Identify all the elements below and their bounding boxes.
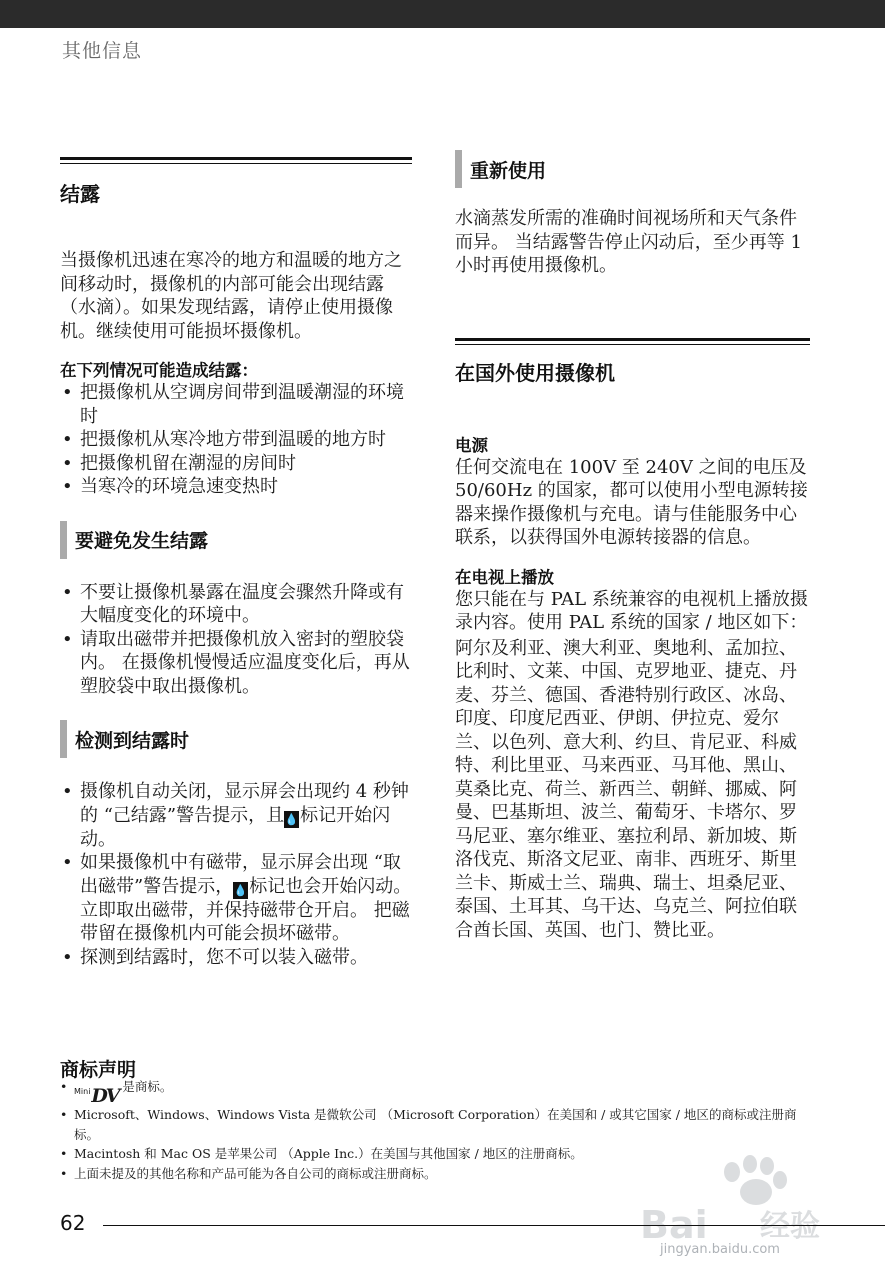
tv-text: 您只能在与 PAL 系统兼容的电视机上播放摄录内容。使用 PAL 系统的国家 / 地区如下： [455, 588, 808, 633]
tv-title: 在电视上播放 [455, 567, 554, 587]
bullet-icon: • [60, 1079, 68, 1094]
list-item: • 把摄像机留在潮湿的房间时 [62, 452, 296, 474]
heading-bar [455, 150, 462, 188]
list-item: • 摄像机自动关闭，显示屏会出现约 4 秒钟的 “己结露”警告提示，且💧标记开始闪动。 [62, 781, 409, 850]
bullet-icon: • [62, 476, 73, 497]
bullet-icon: • [60, 1165, 68, 1181]
abroad-title: 在国外使用摄像机 [455, 360, 615, 385]
left-column [60, 157, 412, 969]
list-item: • 如果摄像机中有磁带，显示屏会出现 “取出磁带”警告提示，💧标记也会开始闪动。立即取出磁带，并保持磁带仓开启。 把磁带留在摄像机内可能会损坏磁带。 [62, 852, 412, 944]
svg-text:Bai: Bai [640, 1203, 708, 1247]
condensation-intro: 当摄像机迅速在寒冷的地方和温暖的地方之间移动时，摄像机的内部可能会出现结露 （水滴）。如果发现结露，请停止使用摄像机。继续使用可能损坏摄像机。 [60, 250, 402, 342]
power-title: 电源 [455, 435, 488, 455]
reuse-heading [455, 150, 810, 188]
bullet-icon: • [60, 1146, 68, 1161]
list-item: • 不要让摄像机暴露在温度会骤然升降或有大幅度变化的环境中。 [62, 581, 404, 626]
list-item: • Mini DV 是商标。 [60, 1079, 173, 1107]
cases-title: 在下列情况可能造成结露： [60, 361, 258, 380]
condensation-drop-icon: 💧 [233, 883, 248, 897]
bullet-icon: • [60, 1107, 68, 1122]
detected-list [60, 780, 412, 969]
heading-bar [60, 720, 67, 758]
list-item: • 上面未提及的其他名称和产品可能为各自公司的商标或注册商标。 [60, 1164, 820, 1184]
list-item: • 把摄像机从空调房间带到温暖潮湿的环境时 [62, 382, 404, 427]
section-rule [455, 338, 810, 345]
condensation-drop-icon: 💧 [284, 812, 299, 826]
bullet-icon: • [62, 628, 73, 650]
cases-list [60, 381, 412, 499]
bullet-icon: • [62, 382, 73, 403]
list-item: • 探测到结露时，您不可以装入磁带。 [62, 946, 368, 968]
list-item: • 把摄像机从寒冷地方带到温暖的地方时 [62, 429, 386, 450]
svg-text:经验: 经验 [760, 1209, 820, 1244]
bullet-icon: • [62, 946, 73, 968]
list-item: • Microsoft、Windows、Windows Vista 是微软公司 （Microsoft Corporation）在美国和 / 或其它国家 / 地区的商标或注册商标。 [60, 1107, 797, 1142]
countries-list: 阿尔及利亚、澳大利亚、奥地利、孟加拉、比利时、文莱、中国、克罗地亚、捷克、丹麦、芬兰、德国、香港特别行政区、冰岛、印度、印度尼西亚、伊朗、伊拉克、爱尔兰、以色列、意大利、约旦、肯尼亚、科威特、利比里亚、马来西亚、马耳他、黑山、莫桑比克、荷兰、新西兰、朝鲜、挪威、阿曼、巴基斯坦、波兰、葡萄牙、卡塔尔、罗马尼亚、塞尔维亚、塞拉利昂、新加坡、斯洛伐克、斯洛文尼亚、南非、西班牙、斯里兰卡、斯威士兰、瑞典、瑞士、坦桑尼亚、泰国、土耳其、乌干达、乌克兰、阿拉伯联合酋长国、英国、也门、赞比亚。 [455, 637, 797, 941]
condensation-title: 结露 [60, 182, 100, 206]
avoid-heading [60, 521, 412, 559]
trademarks-title: 商标声明 [60, 1059, 137, 1081]
watermark-url: jingyan.baidu.com [660, 1242, 780, 1257]
avoid-title: 要避免发生结露 [75, 530, 209, 552]
reuse-text: 水滴蒸发所需的准确时间视场所和天气条件而异。 当结露警告停止闪动后，至少再等 1 小时再使用摄像机。 [455, 208, 802, 276]
detected-heading [60, 720, 412, 758]
right-column [455, 150, 810, 942]
top-bar [0, 0, 885, 28]
power-text: 任何交流电在 100V 至 240V 之间的电压及 50/60Hz 的国家，都可以使用小型电源转接器来操作摄像机与充电。请与佳能服务中心联系，以获得国外电源转接器的信息。 [455, 456, 808, 548]
avoid-list [60, 581, 412, 699]
footer-rule [103, 1225, 885, 1226]
minidv-logo: Mini DV [74, 1085, 119, 1107]
page-number: 62 [60, 1211, 86, 1235]
list-item: • 请取出磁带并把摄像机放入密封的塑胶袋内。 在摄像机慢慢适应温度变化后，再从塑胶袋中取出摄像机。 [62, 628, 410, 697]
bullet-icon: • [62, 781, 73, 802]
bullet-icon: • [62, 581, 73, 603]
heading-bar [60, 521, 67, 559]
list-item: • 当寒冷的环境急速变热时 [62, 476, 278, 497]
section-rule [60, 157, 412, 164]
bullet-icon: • [62, 452, 73, 474]
reuse-title: 重新使用 [470, 159, 547, 182]
bullet-icon: • [62, 429, 73, 450]
running-head: 其他信息 [62, 40, 143, 62]
list-item: • Macintosh 和 Mac OS 是苹果公司 （Apple Inc.）在美国与其他国家 / 地区的注册商标。 [60, 1144, 820, 1164]
bullet-icon: • [62, 852, 73, 873]
detected-title: 检测到结露时 [75, 729, 190, 752]
